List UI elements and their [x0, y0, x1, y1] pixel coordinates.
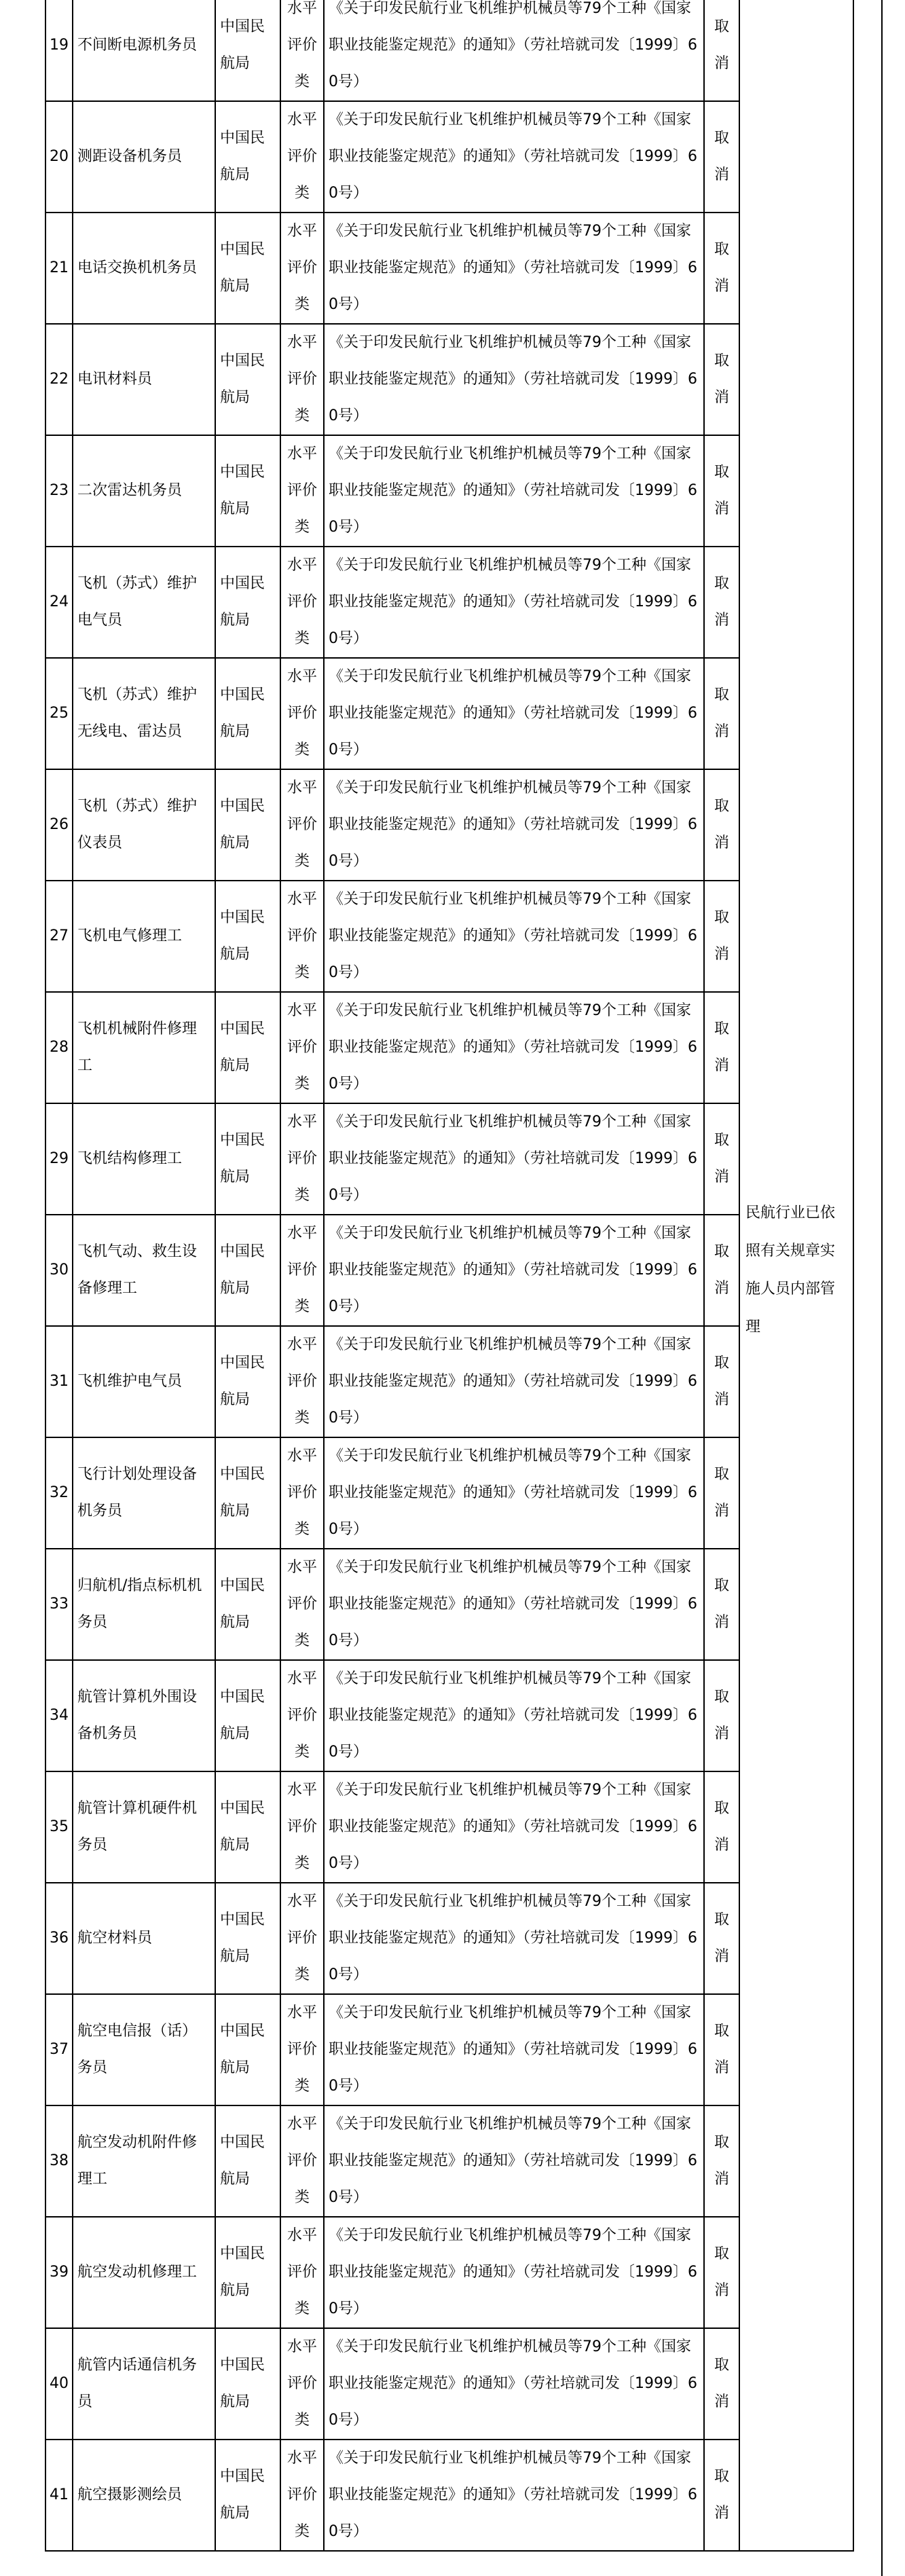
row-number: 39 [45, 2217, 73, 2328]
occupation-name: 飞机（苏式）维护仪表员 [73, 769, 215, 881]
legal-basis: 《关于印发民航行业飞机维护机械员等79个工种《国家职业技能鉴定规范》的通知》（劳社培就司发〔1999〕60号） [324, 1215, 704, 1326]
occupation-name: 航管计算机外围设备机务员 [73, 1660, 215, 1771]
table-row [45, 658, 853, 769]
table-row [45, 769, 853, 881]
occupation-name: 不间断电源机务员 [73, 0, 215, 101]
status: 取消 [704, 101, 739, 213]
status: 取消 [704, 1660, 739, 1771]
legal-basis: 《关于印发民航行业飞机维护机械员等79个工种《国家职业技能鉴定规范》的通知》（劳社培就司发〔1999〕60号） [324, 1771, 704, 1883]
legal-basis: 《关于印发民航行业飞机维护机械员等79个工种《国家职业技能鉴定规范》的通知》（劳社培就司发〔1999〕60号） [324, 547, 704, 658]
page-right-rule [881, 0, 883, 2576]
legal-basis: 《关于印发民航行业飞机维护机械员等79个工种《国家职业技能鉴定规范》的通知》（劳社培就司发〔1999〕60号） [324, 2440, 704, 2551]
qualification-table-page [45, 0, 853, 2576]
status: 取消 [704, 2328, 739, 2440]
legal-basis: 《关于印发民航行业飞机维护机械员等79个工种《国家职业技能鉴定规范》的通知》（劳社培就司发〔1999〕60号） [324, 435, 704, 547]
legal-basis: 《关于印发民航行业飞机维护机械员等79个工种《国家职业技能鉴定规范》的通知》（劳社培就司发〔1999〕60号） [324, 658, 704, 769]
occupation-name: 归航机/指点标机机务员 [73, 1549, 215, 1660]
category-level: 水平评价类 [280, 2440, 324, 2551]
row-number: 21 [45, 213, 73, 324]
row-number: 41 [45, 2440, 73, 2551]
category-level: 水平评价类 [280, 658, 324, 769]
status: 取消 [704, 1549, 739, 1660]
legal-basis: 《关于印发民航行业飞机维护机械员等79个工种《国家职业技能鉴定规范》的通知》（劳社培就司发〔1999〕60号） [324, 881, 704, 992]
department: 中国民航局 [215, 1883, 280, 1994]
occupation-name: 航空电信报（话）务员 [73, 1994, 215, 2105]
row-number: 31 [45, 1326, 73, 1437]
occupation-name: 航空发动机附件修理工 [73, 2105, 215, 2217]
category-level: 水平评价类 [280, 0, 324, 101]
table-row [45, 1215, 853, 1326]
table-row [45, 1103, 853, 1215]
status: 取消 [704, 1883, 739, 1994]
category-level: 水平评价类 [280, 435, 324, 547]
category-level: 水平评价类 [280, 547, 324, 658]
category-level: 水平评价类 [280, 101, 324, 213]
occupation-name: 飞机（苏式）维护电气员 [73, 547, 215, 658]
department: 中国民航局 [215, 435, 280, 547]
legal-basis: 《关于印发民航行业飞机维护机械员等79个工种《国家职业技能鉴定规范》的通知》（劳社培就司发〔1999〕60号） [324, 213, 704, 324]
occupation-name: 测距设备机务员 [73, 101, 215, 213]
occupation-name: 飞机（苏式）维护无线电、雷达员 [73, 658, 215, 769]
status: 取消 [704, 1994, 739, 2105]
category-level: 水平评价类 [280, 992, 324, 1103]
occupation-name: 二次雷达机务员 [73, 435, 215, 547]
category-level: 水平评价类 [280, 1660, 324, 1771]
table-row [45, 1660, 853, 1771]
occupation-name: 飞机电气修理工 [73, 881, 215, 992]
category-level: 水平评价类 [280, 1771, 324, 1883]
category-level: 水平评价类 [280, 1437, 324, 1549]
department: 中国民航局 [215, 1660, 280, 1771]
category-level: 水平评价类 [280, 881, 324, 992]
legal-basis: 《关于印发民航行业飞机维护机械员等79个工种《国家职业技能鉴定规范》的通知》（劳社培就司发〔1999〕60号） [324, 2328, 704, 2440]
occupation-name: 航管内话通信机务员 [73, 2328, 215, 2440]
category-level: 水平评价类 [280, 324, 324, 435]
table-row [45, 1994, 853, 2105]
status: 取消 [704, 658, 739, 769]
status: 取消 [704, 992, 739, 1103]
category-level: 水平评价类 [280, 1549, 324, 1660]
status: 取消 [704, 2105, 739, 2217]
row-number: 22 [45, 324, 73, 435]
remark-cell: 民航行业已依照有关规章实施人员内部管理 [739, 0, 853, 2551]
row-number: 27 [45, 881, 73, 992]
department: 中国民航局 [215, 1771, 280, 1883]
status: 取消 [704, 769, 739, 881]
legal-basis: 《关于印发民航行业飞机维护机械员等79个工种《国家职业技能鉴定规范》的通知》（劳社培就司发〔1999〕60号） [324, 1994, 704, 2105]
table-row [45, 324, 853, 435]
category-level: 水平评价类 [280, 1883, 324, 1994]
legal-basis: 《关于印发民航行业飞机维护机械员等79个工种《国家职业技能鉴定规范》的通知》（劳社培就司发〔1999〕60号） [324, 1883, 704, 1994]
status: 取消 [704, 1326, 739, 1437]
table-row [45, 1771, 853, 1883]
category-level: 水平评价类 [280, 2217, 324, 2328]
department: 中国民航局 [215, 1994, 280, 2105]
legal-basis: 《关于印发民航行业飞机维护机械员等79个工种《国家职业技能鉴定规范》的通知》（劳社培就司发〔1999〕60号） [324, 101, 704, 213]
department: 中国民航局 [215, 0, 280, 101]
category-level: 水平评价类 [280, 2105, 324, 2217]
legal-basis: 《关于印发民航行业飞机维护机械员等79个工种《国家职业技能鉴定规范》的通知》（劳社培就司发〔1999〕60号） [324, 1103, 704, 1215]
row-number: 25 [45, 658, 73, 769]
row-number: 20 [45, 101, 73, 213]
status: 取消 [704, 2440, 739, 2551]
table-row [45, 435, 853, 547]
occupation-name: 航空材料员 [73, 1883, 215, 1994]
department: 中国民航局 [215, 2440, 280, 2551]
status: 取消 [704, 1437, 739, 1549]
department: 中国民航局 [215, 547, 280, 658]
occupation-name: 航空摄影测绘员 [73, 2440, 215, 2551]
row-number: 24 [45, 547, 73, 658]
table-row [45, 2217, 853, 2328]
department: 中国民航局 [215, 1103, 280, 1215]
category-level: 水平评价类 [280, 1326, 324, 1437]
department: 中国民航局 [215, 324, 280, 435]
row-number: 37 [45, 1994, 73, 2105]
category-level: 水平评价类 [280, 1994, 324, 2105]
department: 中国民航局 [215, 769, 280, 881]
row-number: 35 [45, 1771, 73, 1883]
status: 取消 [704, 547, 739, 658]
category-level: 水平评价类 [280, 2328, 324, 2440]
department: 中国民航局 [215, 1215, 280, 1326]
department: 中国民航局 [215, 1549, 280, 1660]
occupation-name: 航管计算机硬件机务员 [73, 1771, 215, 1883]
occupation-name: 电讯材料员 [73, 324, 215, 435]
status: 取消 [704, 881, 739, 992]
table-row [45, 2440, 853, 2551]
row-number: 32 [45, 1437, 73, 1549]
occupation-name: 飞行计划处理设备机务员 [73, 1437, 215, 1549]
legal-basis: 《关于印发民航行业飞机维护机械员等79个工种《国家职业技能鉴定规范》的通知》（劳社培就司发〔1999〕60号） [324, 2105, 704, 2217]
occupation-name: 飞机气动、救生设备修理工 [73, 1215, 215, 1326]
status: 取消 [704, 213, 739, 324]
row-number: 28 [45, 992, 73, 1103]
category-level: 水平评价类 [280, 769, 324, 881]
legal-basis: 《关于印发民航行业飞机维护机械员等79个工种《国家职业技能鉴定规范》的通知》（劳社培就司发〔1999〕60号） [324, 324, 704, 435]
legal-basis: 《关于印发民航行业飞机维护机械员等79个工种《国家职业技能鉴定规范》的通知》（劳社培就司发〔1999〕60号） [324, 2217, 704, 2328]
table-row [45, 881, 853, 992]
category-level: 水平评价类 [280, 1103, 324, 1215]
legal-basis: 《关于印发民航行业飞机维护机械员等79个工种《国家职业技能鉴定规范》的通知》（劳社培就司发〔1999〕60号） [324, 0, 704, 101]
occupation-name: 飞机维护电气员 [73, 1326, 215, 1437]
department: 中国民航局 [215, 1437, 280, 1549]
status: 取消 [704, 1103, 739, 1215]
category-level: 水平评价类 [280, 213, 324, 324]
row-number: 38 [45, 2105, 73, 2217]
occupation-name: 电话交换机机务员 [73, 213, 215, 324]
category-level: 水平评价类 [280, 1215, 324, 1326]
table-row [45, 1883, 853, 1994]
table-row [45, 0, 853, 101]
status: 取消 [704, 2217, 739, 2328]
status: 取消 [704, 435, 739, 547]
table-row [45, 2105, 853, 2217]
status: 取消 [704, 1215, 739, 1326]
occupation-name: 飞机机械附件修理工 [73, 992, 215, 1103]
legal-basis: 《关于印发民航行业飞机维护机械员等79个工种《国家职业技能鉴定规范》的通知》（劳社培就司发〔1999〕60号） [324, 769, 704, 881]
row-number: 19 [45, 0, 73, 101]
legal-basis: 《关于印发民航行业飞机维护机械员等79个工种《国家职业技能鉴定规范》的通知》（劳社培就司发〔1999〕60号） [324, 1437, 704, 1549]
table-row [45, 1549, 853, 1660]
row-number: 30 [45, 1215, 73, 1326]
row-number: 29 [45, 1103, 73, 1215]
legal-basis: 《关于印发民航行业飞机维护机械员等79个工种《国家职业技能鉴定规范》的通知》（劳社培就司发〔1999〕60号） [324, 1326, 704, 1437]
department: 中国民航局 [215, 992, 280, 1103]
department: 中国民航局 [215, 2217, 280, 2328]
table-row [45, 101, 853, 213]
row-number: 40 [45, 2328, 73, 2440]
row-number: 33 [45, 1549, 73, 1660]
department: 中国民航局 [215, 2328, 280, 2440]
row-number: 26 [45, 769, 73, 881]
department: 中国民航局 [215, 1326, 280, 1437]
occupation-name: 航空发动机修理工 [73, 2217, 215, 2328]
row-number: 34 [45, 1660, 73, 1771]
table-row [45, 1326, 853, 1437]
table-row [45, 1437, 853, 1549]
occupation-name: 飞机结构修理工 [73, 1103, 215, 1215]
legal-basis: 《关于印发民航行业飞机维护机械员等79个工种《国家职业技能鉴定规范》的通知》（劳社培就司发〔1999〕60号） [324, 1660, 704, 1771]
department: 中国民航局 [215, 101, 280, 213]
row-number: 23 [45, 435, 73, 547]
table-body [45, 0, 853, 2551]
department: 中国民航局 [215, 881, 280, 992]
qualification-table [45, 0, 854, 2552]
row-number: 36 [45, 1883, 73, 1994]
legal-basis: 《关于印发民航行业飞机维护机械员等79个工种《国家职业技能鉴定规范》的通知》（劳社培就司发〔1999〕60号） [324, 992, 704, 1103]
status: 取消 [704, 1771, 739, 1883]
table-row [45, 992, 853, 1103]
department: 中国民航局 [215, 658, 280, 769]
table-row [45, 547, 853, 658]
legal-basis: 《关于印发民航行业飞机维护机械员等79个工种《国家职业技能鉴定规范》的通知》（劳社培就司发〔1999〕60号） [324, 1549, 704, 1660]
department: 中国民航局 [215, 2105, 280, 2217]
department: 中国民航局 [215, 213, 280, 324]
status: 取消 [704, 324, 739, 435]
table-row [45, 213, 853, 324]
table-row [45, 2328, 853, 2440]
status: 取消 [704, 0, 739, 101]
